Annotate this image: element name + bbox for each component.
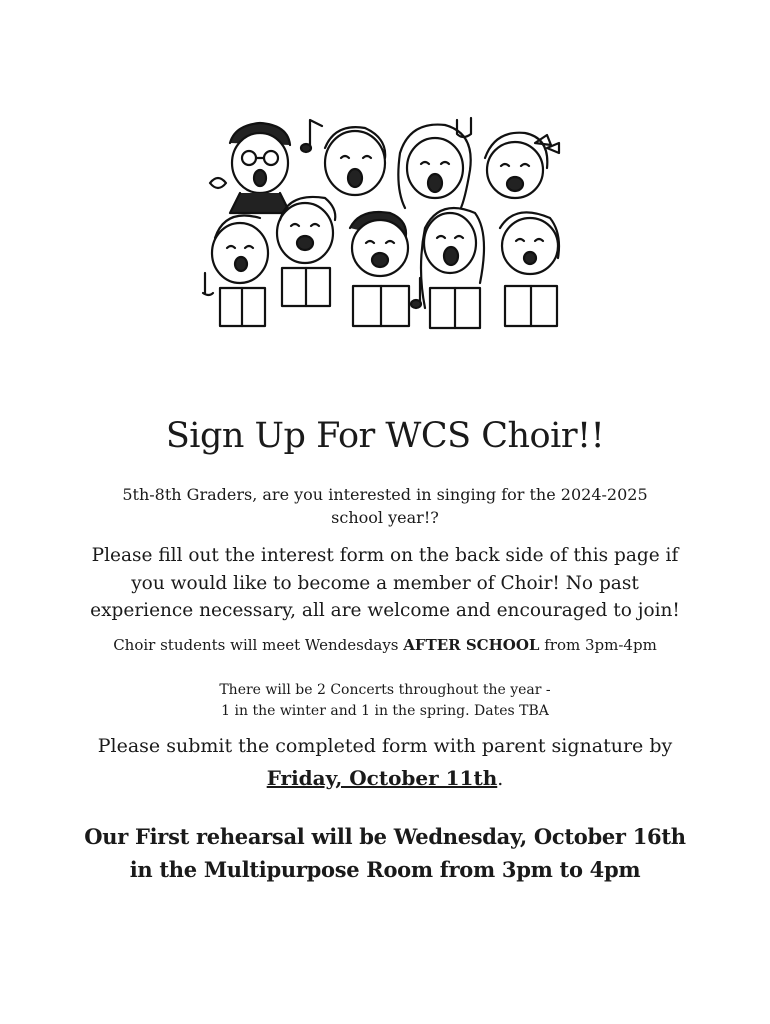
singer-front-4 [421, 208, 484, 328]
singer-front-5 [500, 212, 559, 326]
rehearsal-text [40, 820, 730, 886]
choir-singers-illustration [185, 108, 585, 338]
schedule-suffix: from 3pm-4pm [539, 636, 657, 654]
instructions-line: experience necessary, all are welcome and encouraged to join! [90, 600, 680, 621]
schedule-prefix: Choir students will meet Wendesdays [113, 636, 404, 654]
instructions-line: Please fill out the interest form on the back side of this page if [91, 545, 679, 566]
page-title: Sign Up For WCS Choir!! [165, 416, 605, 456]
submit-text [40, 730, 730, 795]
schedule-emphasis: AFTER SCHOOL [403, 636, 540, 654]
submit-line: Please submit the completed form with parent signature by [97, 735, 673, 757]
rehearsal-line: Our First rehearsal will be Wednesday, October 16th [84, 824, 686, 849]
intro-line: school year!? [331, 508, 439, 527]
singer-back-3 [398, 125, 470, 210]
singer-back-1 [230, 123, 290, 213]
concerts-line: 1 in the winter and 1 in the spring. Dates TBA [221, 703, 549, 719]
deadline-period: . [497, 768, 504, 790]
singer-front-1 [212, 216, 268, 327]
intro-line: 5th-8th Graders, are you interested in singing for the 2024-2025 [122, 485, 648, 504]
instructions-line: you would like to become a member of Choir! No past [131, 572, 639, 594]
singer-back-2 [325, 127, 385, 195]
deadline-date: Friday, October 11th [266, 766, 498, 790]
instructions-text [40, 542, 730, 625]
singer-back-4 [485, 133, 559, 198]
deadline-line [40, 762, 730, 795]
singer-front-2 [277, 197, 335, 306]
concerts-text [40, 680, 730, 722]
schedule-text [40, 634, 730, 656]
intro-text [40, 483, 730, 529]
singer-front-3 [350, 212, 409, 326]
concerts-line: There will be 2 Concerts throughout the year - [219, 682, 551, 698]
rehearsal-line: in the Multipurpose Room from 3pm to 4pm [129, 857, 641, 882]
